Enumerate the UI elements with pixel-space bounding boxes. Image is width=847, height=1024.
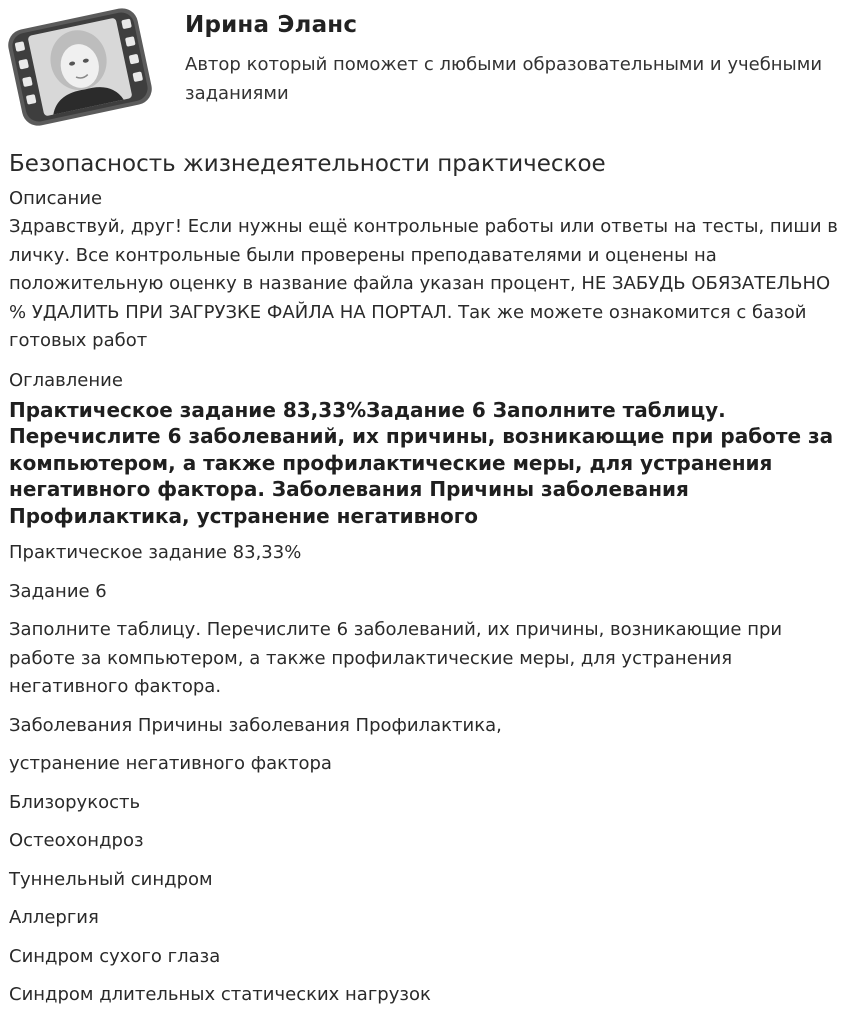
content-paragraph: Синдром длительных статических нагрузок [9, 984, 431, 1005]
content-paragraph: Близорукость [9, 791, 141, 813]
content-paragraph: Задание 6 [9, 580, 107, 602]
work-content [9, 148, 839, 1020]
content-paragraphs [9, 539, 839, 1010]
content-paragraph: устранение негативного фактора [9, 753, 332, 774]
content-paragraph: Синдром сухого глаза [9, 945, 221, 967]
content-paragraph: Заполните таблицу. Перечислите 6 заболеваний, их причины, возникающие при работе за компьютером, а также профилактические меры, для устранения негативного фактора. [9, 619, 783, 697]
avatar-image [8, 8, 152, 126]
author-header [0, 0, 847, 132]
content-paragraph: Аллергия [9, 907, 99, 928]
toc-label: Оглавление [9, 369, 123, 391]
author-description: Автор который поможет с любыми образовательными и учебными заданиями [185, 54, 823, 104]
content-paragraph: Практическое задание 83,33% [9, 542, 302, 563]
content-paragraph: Заболевания Причины заболевания Профилактика, [9, 714, 502, 736]
content-paragraph: Туннельный синдром [9, 868, 213, 890]
content-paragraph: Остеохондроз [9, 830, 144, 851]
toc-text: Практическое задание 83,33%Задание 6 Заполните таблицу. Перечислите 6 заболеваний, их причины, возникающие при работе за компьютером, а также профилактические меры, для устранения негативного фактора. Заболевания Причины заболевания Профилактика, устранение негативного [9, 397, 834, 528]
author-name[interactable]: Ирина Эланс [185, 12, 358, 38]
author-avatar[interactable] [8, 8, 152, 126]
description-text: Здравствуй, друг! Если нужны ещё контрольные работы или ответы на тесты, пиши в личку. Все контрольные были проверены преподавателями и оценены на положительную оценку в название файла указан процент, НЕ ЗАБУДЬ ОБЯЗАТЕЛЬНО % УДАЛИТЬ ПРИ ЗАГРУЗКЕ ФАЙЛА НА ПОРТАЛ. Так же можете ознакомится с базой готовых работ [9, 216, 838, 351]
work-title: Безопасность жизнедеятельности практическое [9, 151, 606, 177]
description-label: Описание [9, 188, 103, 209]
